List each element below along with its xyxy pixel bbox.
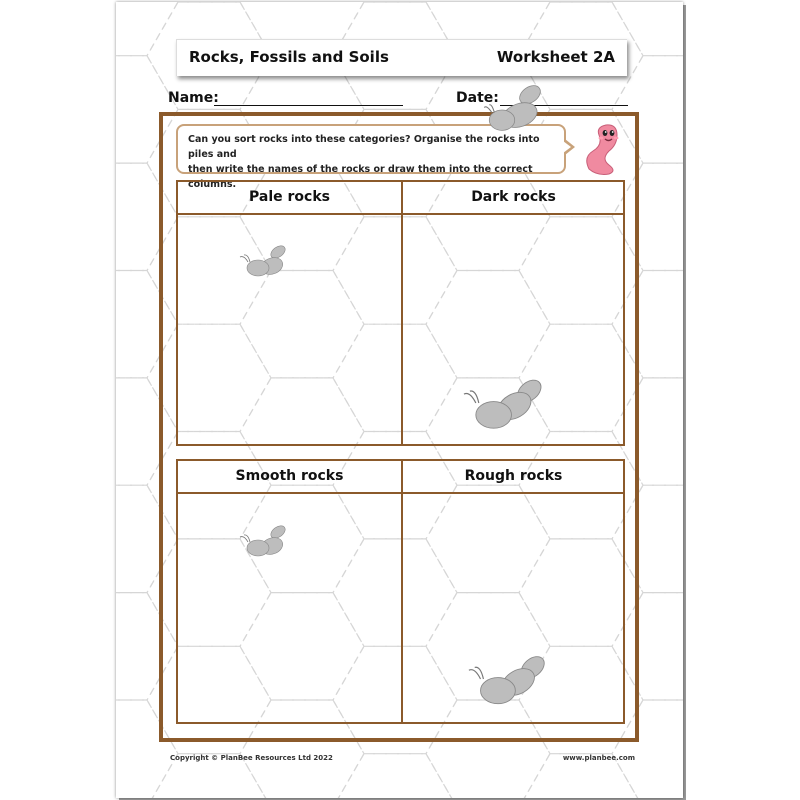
worm-mascot-icon: [579, 121, 627, 176]
pale-rocks-heading: Pale rocks: [249, 189, 330, 205]
bee-watermark-icon: [461, 370, 553, 436]
grid-header-line: [178, 213, 623, 215]
honeycomb-cell: [116, 2, 178, 56]
rough-rocks-heading: Rough rocks: [464, 468, 563, 484]
bottom-sorting-grid: [176, 459, 625, 724]
grid-divider: [401, 461, 403, 722]
bee-watermark-icon: [236, 520, 298, 564]
name-label: Name:: [168, 90, 219, 106]
bee-watermark-icon: [476, 82, 556, 138]
date-label: Date:: [456, 90, 499, 106]
bubble-tail-inner: [563, 141, 571, 153]
website-link[interactable]: www.planbee.com: [562, 754, 635, 762]
instruction-line-2: then write the names of the rocks or draw them into the correct columns.: [188, 164, 533, 190]
name-field-line[interactable]: [214, 105, 403, 106]
smooth-rocks-heading: Smooth rocks: [235, 468, 344, 484]
copyright-text: Copyright © PlanBee Resources Ltd 2022: [170, 754, 333, 762]
top-sorting-grid: [176, 180, 625, 446]
grid-divider: [401, 182, 403, 444]
grid-header-line: [178, 492, 623, 494]
instruction-line-1: Can you sort rocks into these categories? Organise the rocks into piles and: [188, 134, 540, 160]
worksheet-page: [116, 2, 683, 798]
bee-watermark-icon: [466, 647, 556, 711]
worksheet-number: Worksheet 2A: [496, 48, 615, 66]
title-bar: [176, 39, 627, 76]
bee-watermark-icon: [236, 240, 298, 284]
worksheet-title: Rocks, Fossils and Soils: [189, 48, 389, 66]
dark-rocks-heading: Dark rocks: [471, 189, 556, 205]
